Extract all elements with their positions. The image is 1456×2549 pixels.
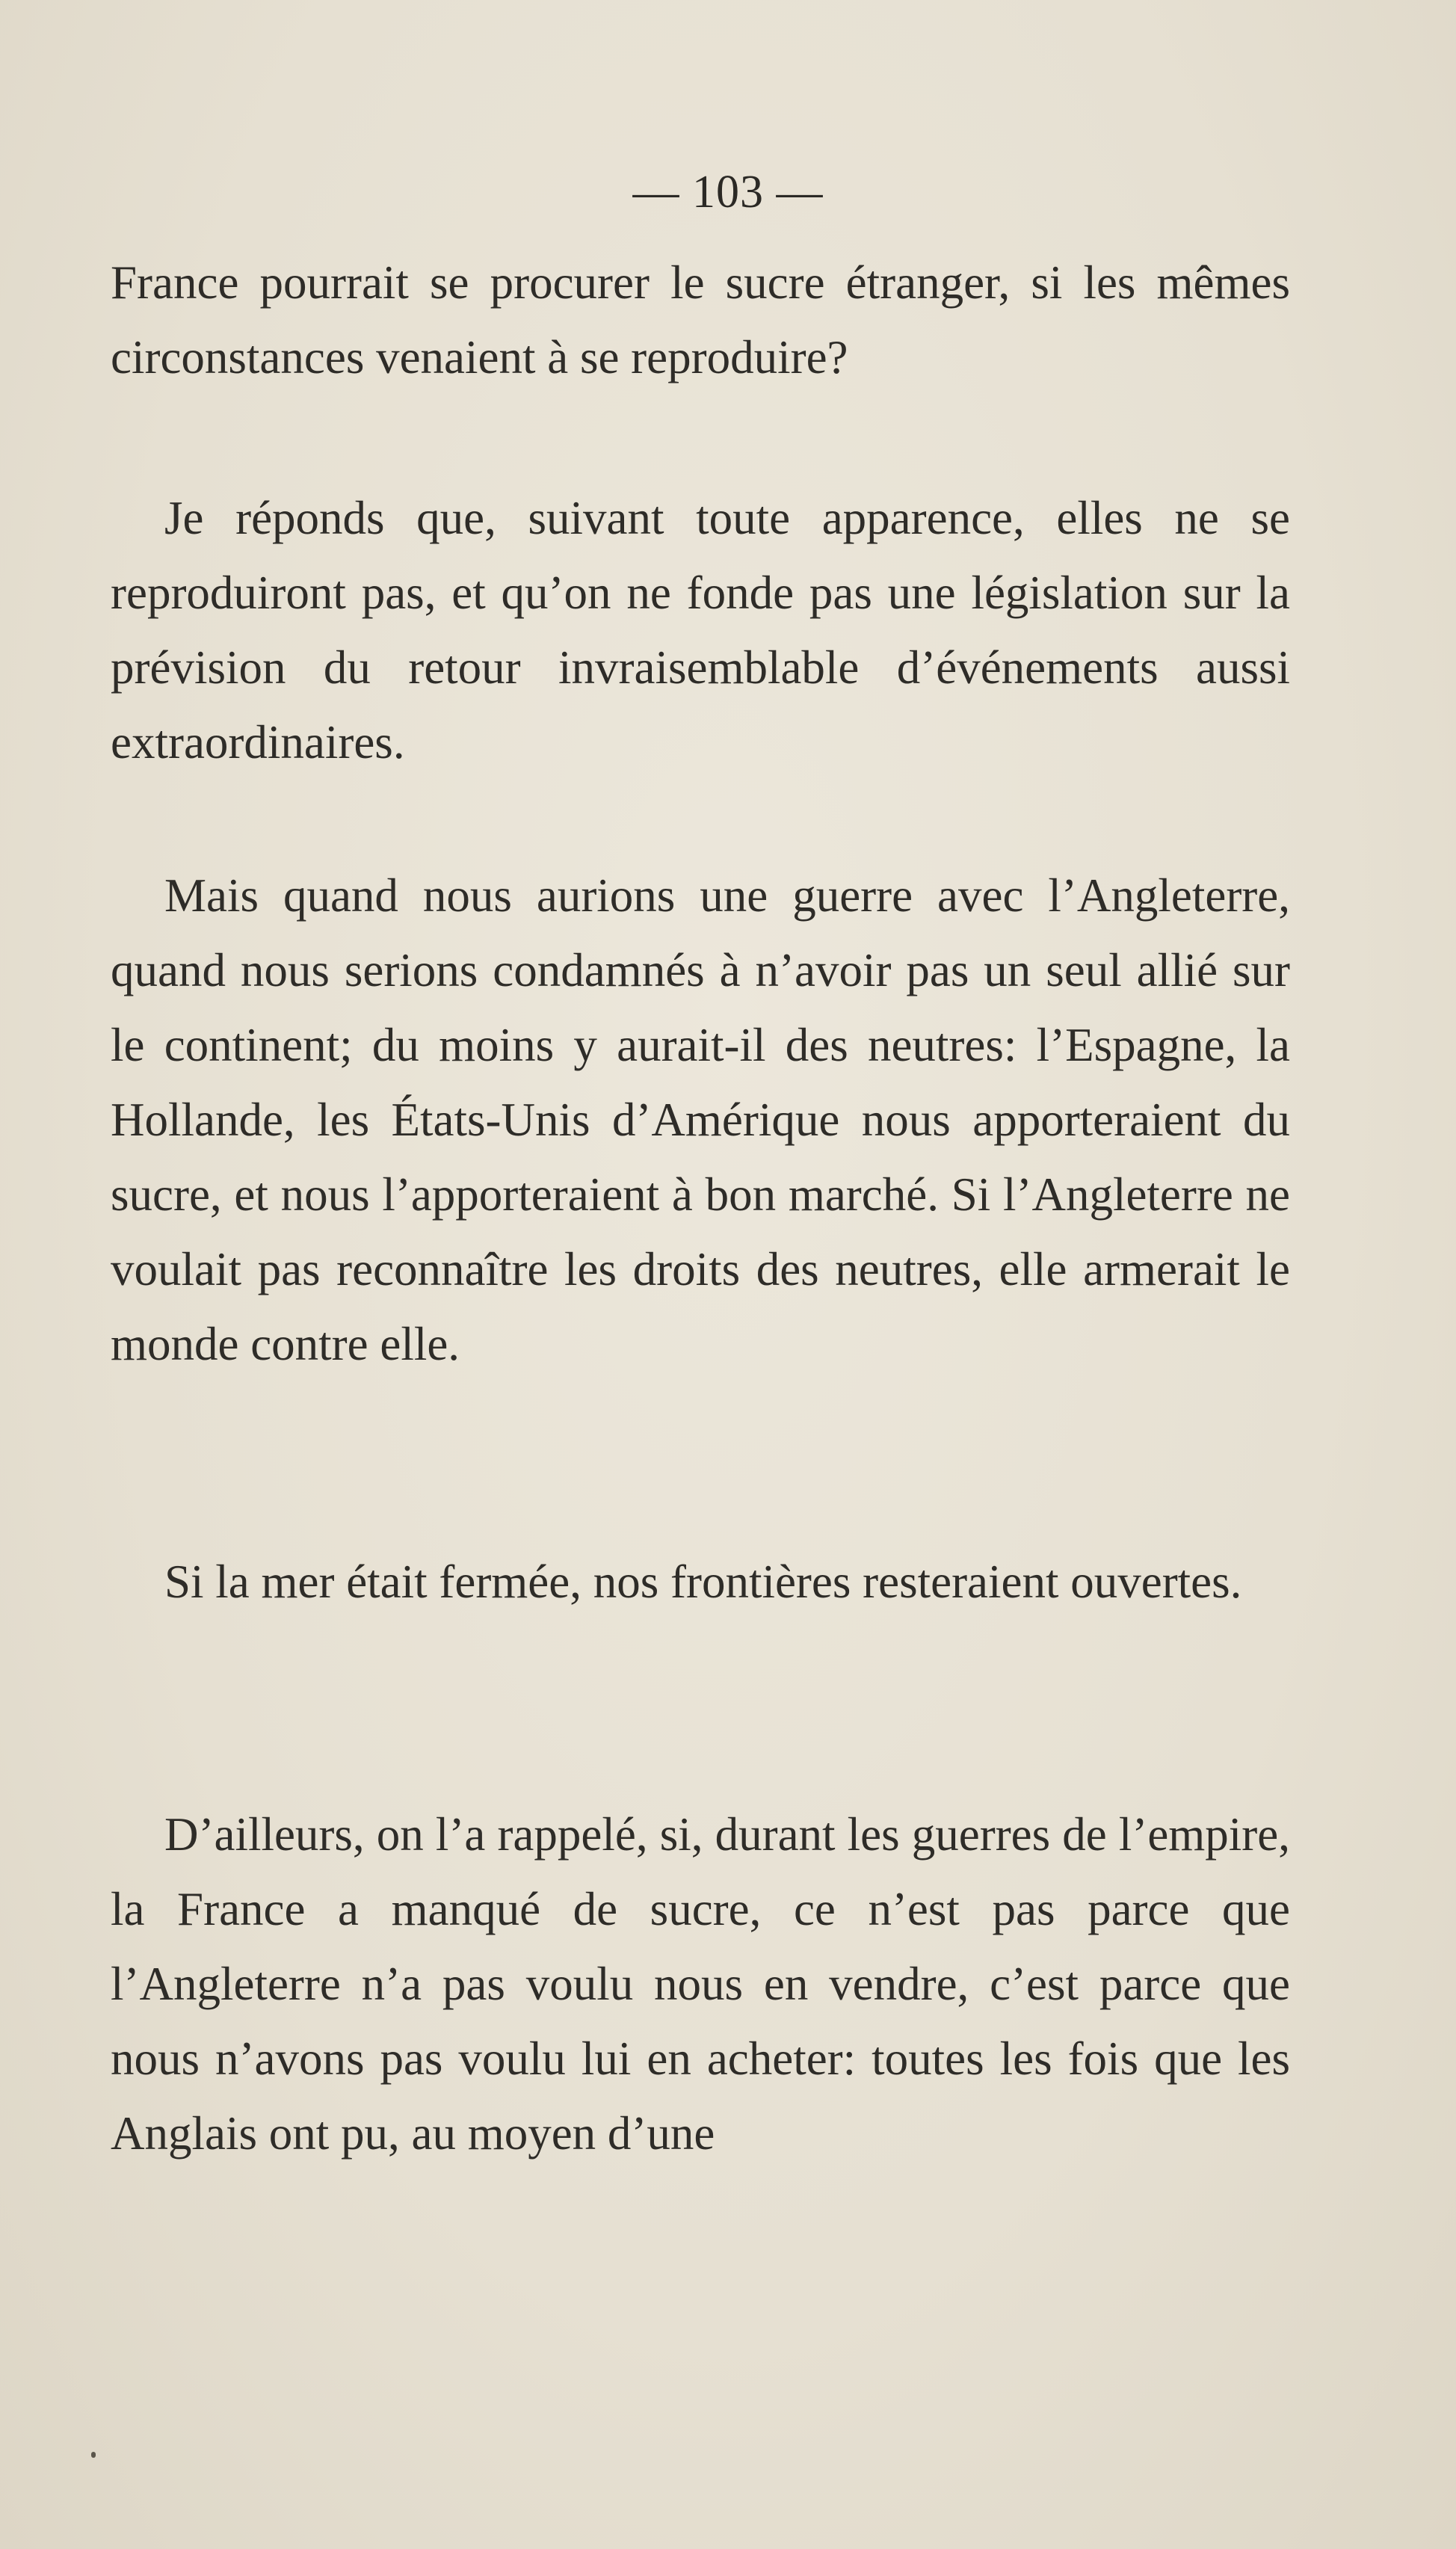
page-number: — 103 — [632, 167, 824, 218]
paragraph-1: France pourrait se procurer le sucre étranger, si les mêmes circonstances venaient à se reproduire? [111, 256, 1290, 383]
paragraph-3: Mais quand nous aurions une guerre avec l’Angleterre, quand nous serions condamnés à n’avoir pas un seul allié sur le continent; du moins y aurait-il des neutres: l’Espagne, la Hollande, les États-Unis d’Amérique nous apporteraient du sucre, et nous l’apporteraient à bon marché. Si l’Angleterre ne voulait pas reconnaître les droits des neutres, elle armerait le monde contre elle. [111, 869, 1290, 1370]
paragraph-2: Je réponds que, suivant toute apparence, elles ne se reproduiront pas, et qu’on ne fonde pas une législation sur la prévision du retour invraisemblable d’événements aussi extraordinaires. [111, 492, 1290, 768]
paragraph-5: D’ailleurs, on l’a rappelé, si, durant les guerres de l’empire, la France a manqué de sucre, ce n’est pas parce que l’Angleterre n’a pas voulu nous en vendre, c’est parce que nous n’avons pas voulu lui en acheter: toutes les fois que les Anglais ont pu, au moyen d’une [111, 1808, 1290, 2160]
paragraph-4: Si la mer était fermée, nos frontières resteraient ouvertes. [164, 1556, 1242, 1608]
paper-speck [91, 2452, 96, 2458]
